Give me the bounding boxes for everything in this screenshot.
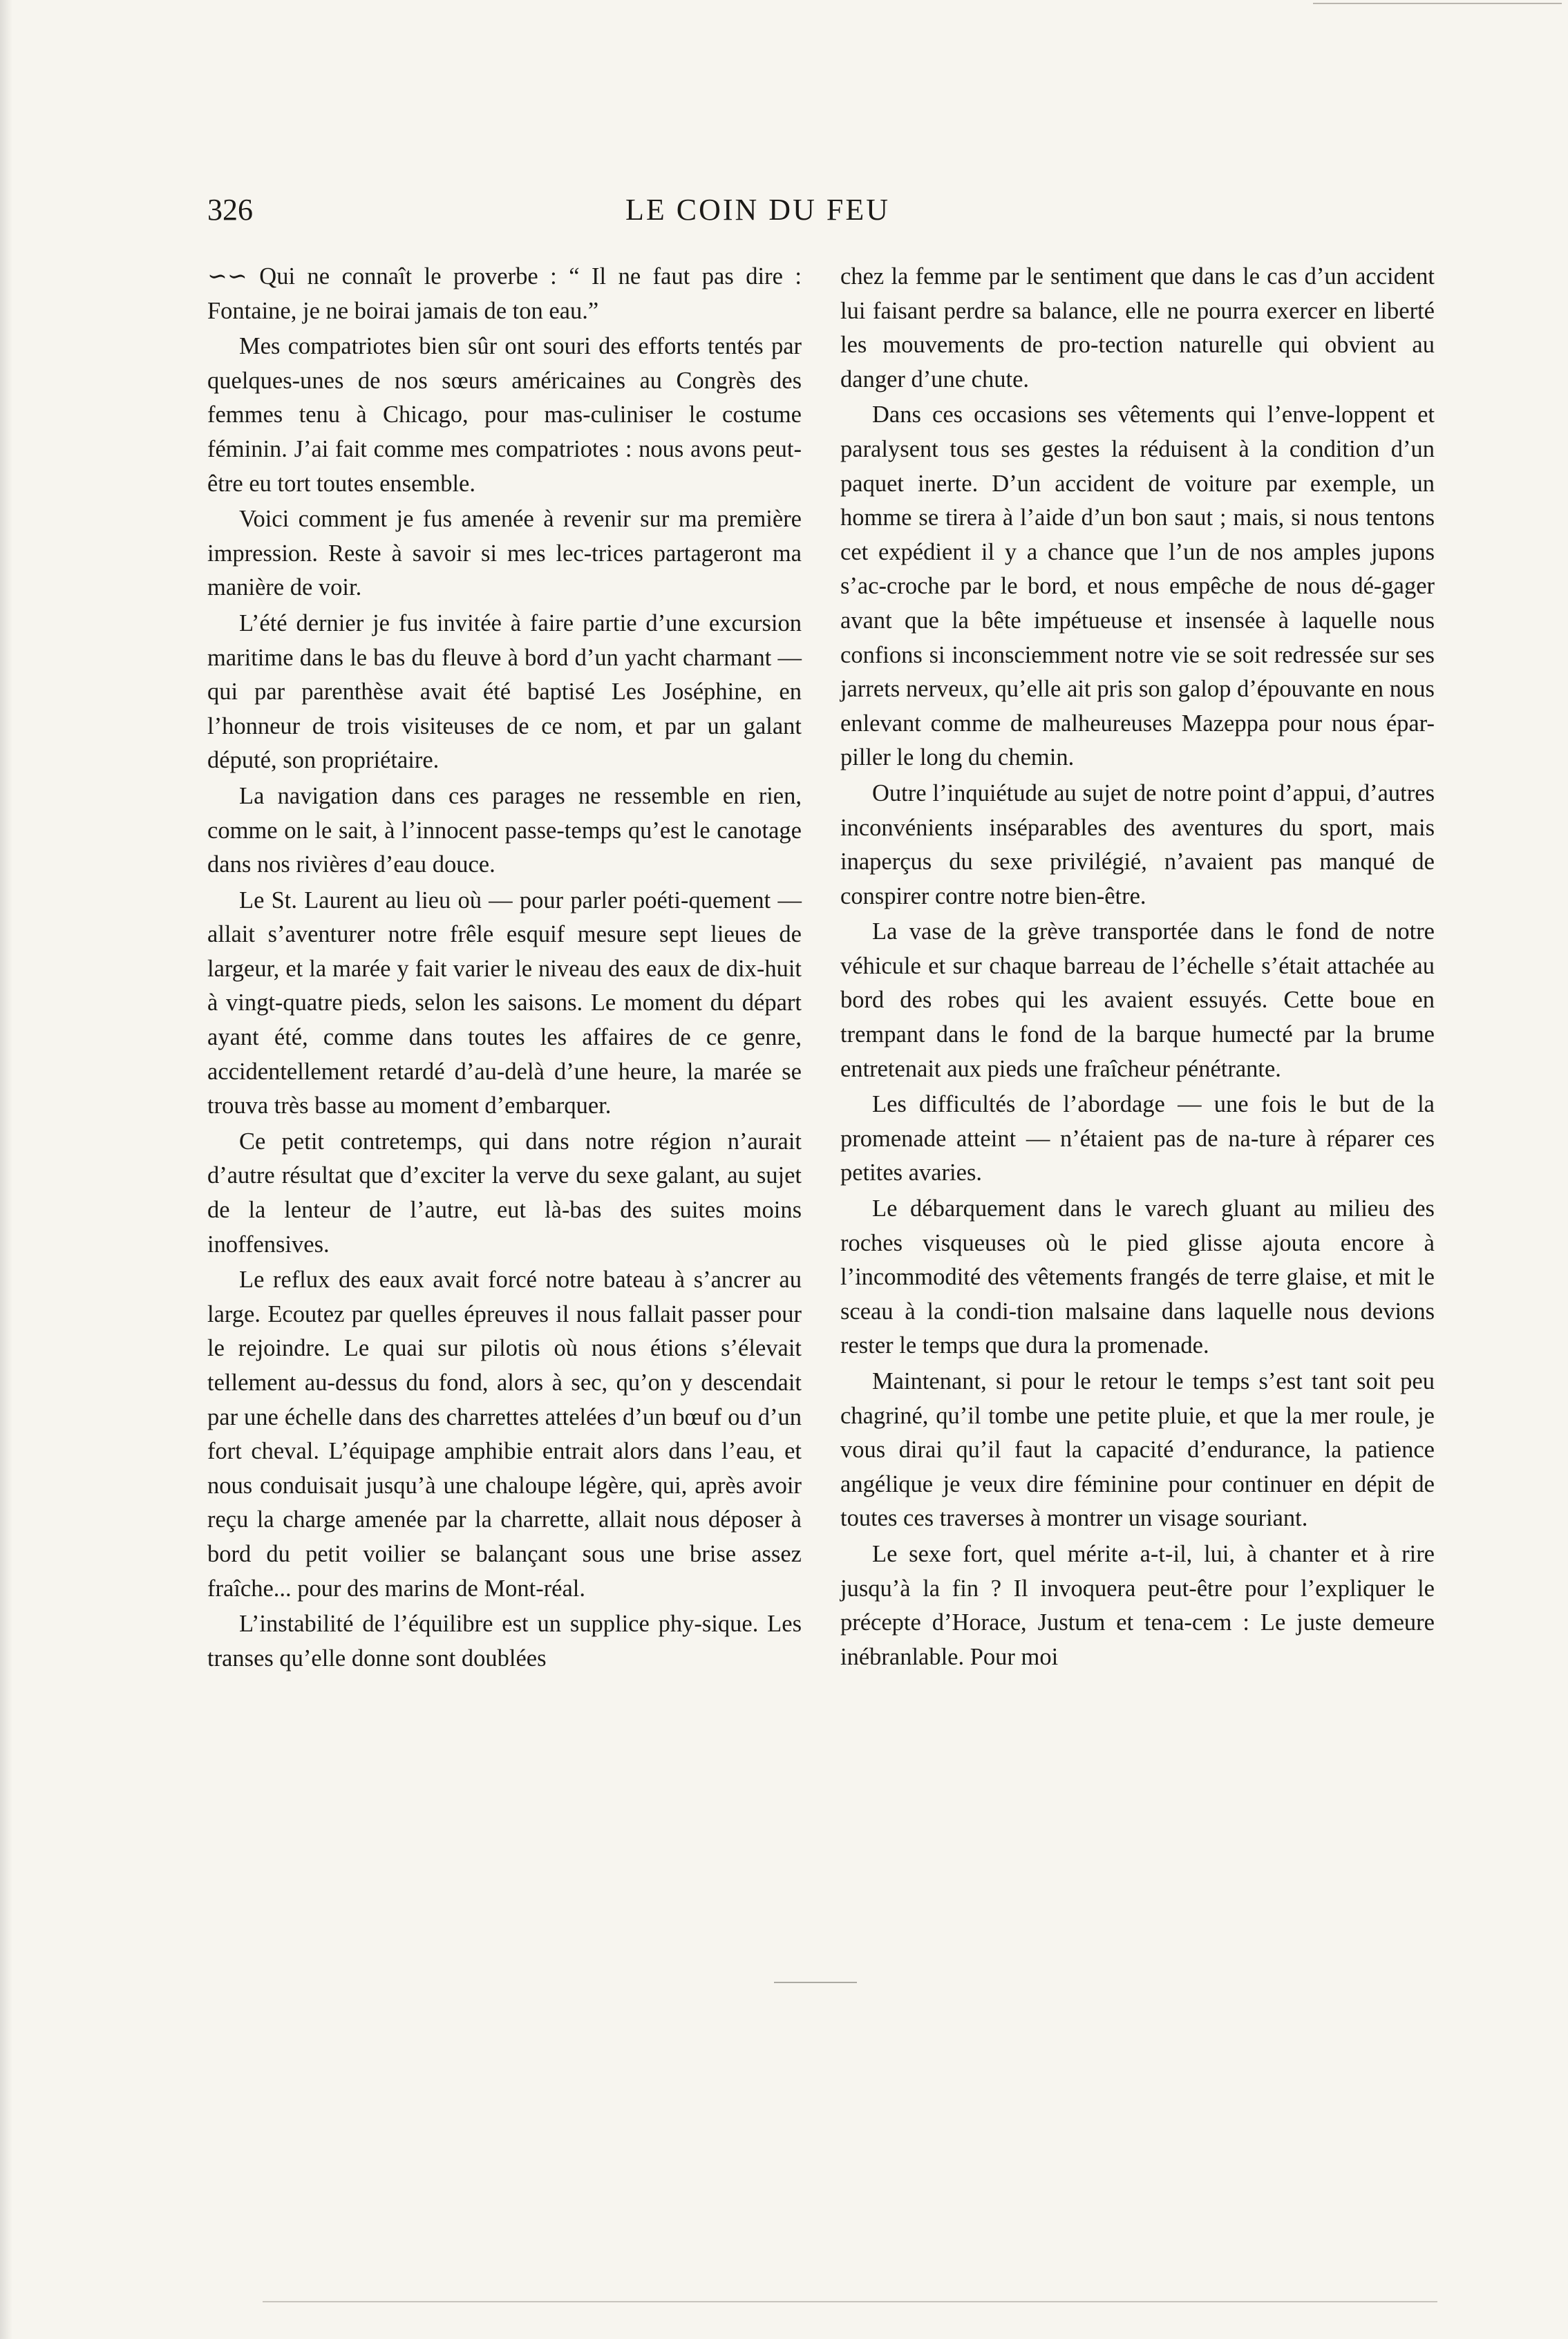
paragraph: chez la femme par le sentiment que dans le cas d’un accident lui faisant perdre sa balance, elle ne pourra exercer en liberté les mouvements de pro-tection naturelle qui obvient au danger d’une chute. bbox=[840, 263, 1435, 392]
left-column bbox=[207, 260, 802, 1677]
paragraph: La navigation dans ces parages ne ressemble en rien, comme on le sait, à l’innocent passe-temps qu’est le canotage dans nos rivières d’eau douce. bbox=[207, 782, 802, 878]
scan-artifact bbox=[774, 1982, 857, 1983]
paragraph: ∽∽ Qui ne connaît le proverbe : “ Il ne faut pas dire : Fontaine, je ne boirai jamais de ton eau.” bbox=[207, 263, 802, 324]
scan-artifact bbox=[1313, 3, 1562, 4]
paragraph: Le sexe fort, quel mérite a-t-il, lui, à chanter et à rire jusqu’à la fin ? Il invoquera peut-être pour l’expliquer le précepte d’Horace, Justum et tena-cem : Le juste demeure inébranlable. Pour moi bbox=[840, 1540, 1435, 1670]
paragraph: Les difficultés de l’abordage — une fois le but de la promenade atteint — n’étaient pas de na-ture à réparer ces petites avaries. bbox=[840, 1091, 1435, 1186]
page-number: 326 bbox=[207, 193, 253, 227]
paragraph: Voici comment je fus amenée à revenir sur ma première impression. Reste à savoir si mes lec-trices partageront ma manière de voir. bbox=[207, 506, 802, 601]
running-title: LE COIN DU FEU bbox=[625, 193, 890, 227]
paragraph: La vase de la grève transportée dans le fond de notre véhicule et sur chaque barreau de l’échelle s’était attachée au bord des robes qui les avaient essuyés. Cette boue en trempant dans le fond de la barque humecté par la brume entretenait aux pieds une fraîcheur pénétrante. bbox=[840, 918, 1435, 1082]
paragraph: L’instabilité de l’équilibre est un supplice phy-sique. Les transes qu’elle donne sont doublées bbox=[207, 1611, 802, 1672]
paragraph: Le débarquement dans le varech gluant au milieu des roches visqueuses où le pied glisse ajouta encore à l’incommodité des vêtements frangés de terre glaise, et mit le sceau à la condi-tion malsaine dans laquelle nous devions rester le temps que dura la promenade. bbox=[840, 1195, 1435, 1359]
page-edge-shadow bbox=[0, 0, 12, 2339]
paragraph: Dans ces occasions ses vêtements qui l’enve-loppent et paralysent tous ses gestes la réduisent à la condition d’un paquet inerte. D’un accident de voiture par exemple, un homme se tirera à l’aide d’un bon saut ; mais, si nous tentons cet expédient il y a chance que l’un de nos amples jupons s’ac-croche par le bord, et nous empêche de nous dé-gager avant que la bête impétueuse et insensée à laquelle nous confions si inconsciemment notre vie se soit redressée sur ses jarrets nerveux, qu’elle ait pris son galop d’épouvante en nous enlevant comme de malheureuses Mazeppa pour nous épar-piller le long du chemin. bbox=[840, 401, 1435, 771]
paragraph: Outre l’inquiétude au sujet de notre point d’appui, d’autres inconvénients inséparables des aventures du sport, mais inaperçus du sexe privilégié, n’avaient pas manqué de conspirer contre notre bien-être. bbox=[840, 779, 1435, 909]
paragraph: Ce petit contretemps, qui dans notre région n’aurait d’autre résultat que d’exciter la verve du sexe galant, au sujet de la lenteur de l’autre, eut là-bas des suites moins inoffensives. bbox=[207, 1128, 802, 1258]
paragraph: L’été dernier je fus invitée à faire partie d’une excursion maritime dans le bas du fleuve à bord d’un yacht charmant — qui par parenthèse avait été baptisé Les Joséphine, en l’honneur de trois visiteuses de ce nom, et par un galant député, son propriétaire. bbox=[207, 609, 802, 774]
right-column bbox=[840, 260, 1435, 1676]
paragraph: Maintenant, si pour le retour le temps s’est tant soit peu chagriné, qu’il tombe une petite pluie, et que la mer roule, je vous dirai qu’il faut la capacité d’endurance, la patience angélique je veux dire féminine pour continuer en dépit de toutes ces traverses à montrer un visage souriant. bbox=[840, 1368, 1435, 1532]
paragraph: Le St. Laurent au lieu où — pour parler poéti-quement — allait s’aventurer notre frêle esquif mesure sept lieues de largeur, et la marée y fait varier le niveau des eaux de dix-huit à vingt-quatre pieds, selon les saisons. Le moment du départ ayant été, comme dans toutes les affaires de ce genre, accidentellement retardé d’au-delà d’une heure, la marée se trouva très basse au moment d’embarquer. bbox=[207, 887, 802, 1119]
paragraph: Le reflux des eaux avait forcé notre bateau à s’ancrer au large. Ecoutez par quelles épreuves il nous fallait passer pour le rejoindre. Le quai sur pilotis où nous étions s’élevait tellement au-dessus du fond, alors à sec, qu’on y descendait par une échelle dans des charrettes attelées d’un bœuf ou d’un fort cheval. L’équipage amphibie entrait alors dans l’eau, et nous conduisait jusqu’à une chaloupe légère, qui, après avoir reçu la charge amenée par la charrette, allait nous déposer à bord du petit voilier se balançant sous une brise assez fraîche... pour des marins de Mont-réal. bbox=[207, 1267, 802, 1602]
scan-artifact bbox=[263, 2301, 1437, 2302]
paragraph: Mes compatriotes bien sûr ont souri des efforts tentés par quelques-unes de nos sœurs américaines au Congrès des femmes tenu à Chicago, pour mas-culiniser le costume féminin. J’ai fait comme mes compatriotes : nous avons peut-être eu tort toutes ensemble. bbox=[207, 333, 802, 497]
